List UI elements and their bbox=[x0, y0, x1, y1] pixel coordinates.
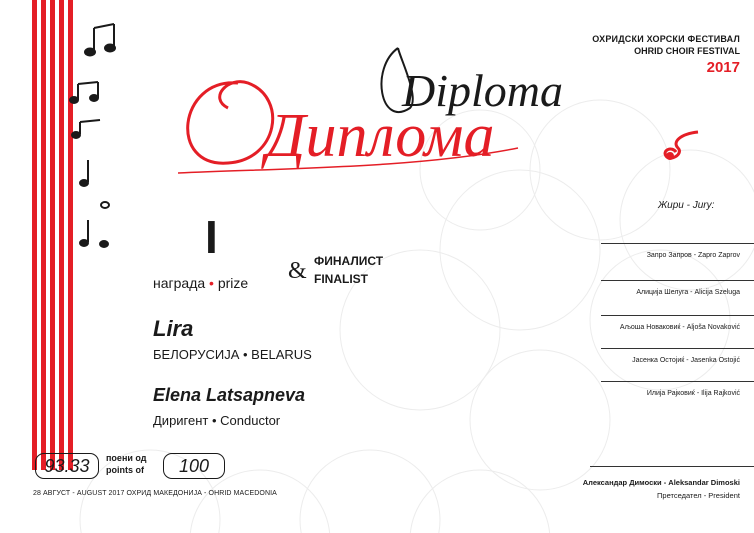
festival-name-mk: ОХРИДСКИ ХОРСКИ ФЕСТИВАЛ bbox=[592, 34, 740, 44]
jury-signature-line bbox=[601, 280, 754, 281]
jury-label: Жири - Jury: bbox=[658, 200, 715, 211]
title-mk-script bbox=[168, 68, 528, 186]
choir-country: БЕЛОРУСИЈА • BELARUS bbox=[153, 347, 312, 362]
jury-signature-line bbox=[601, 243, 754, 244]
title-mk: Диплома bbox=[266, 102, 495, 170]
conductor-role: Диригент • Conductor bbox=[153, 413, 281, 428]
jury-member: Алиција Шелуга - Alicija Szeluga bbox=[636, 289, 740, 296]
finalist-mk: ФИНАЛИСТ bbox=[314, 254, 384, 268]
staff-stripe bbox=[50, 0, 55, 470]
finalist-en: FINALIST bbox=[314, 272, 368, 286]
jury-member: Илија Рајковиќ - Ilija Rajković bbox=[646, 390, 740, 397]
prize-label-en: prize bbox=[217, 275, 249, 291]
festival-year: 2017 bbox=[706, 59, 740, 76]
ampersand: & bbox=[288, 258, 307, 284]
jury-signature-line bbox=[601, 348, 754, 349]
staff-stripe bbox=[32, 0, 37, 470]
president-signature-line bbox=[590, 466, 754, 467]
jury-member: Запро Запров - Zapro Zaprov bbox=[646, 252, 740, 259]
points-label-en: points of bbox=[106, 465, 144, 475]
staff-stripe bbox=[41, 0, 46, 470]
president-role: Претседател - President bbox=[657, 491, 740, 500]
festival-name-en: OHRID CHOIR FESTIVAL bbox=[634, 46, 740, 56]
president-name: Александар Димоски - Aleksandar Dimoski bbox=[582, 478, 740, 487]
jury-signature-line bbox=[601, 381, 754, 382]
choir-name: Lira bbox=[153, 316, 194, 341]
date-location-footer: 28 АВГУСТ - AUGUST 2017 ОХРИД МАКЕДОНИЈА - OHRID MACEDONIA bbox=[33, 490, 277, 497]
jury-signature-line bbox=[601, 315, 754, 316]
conductor-name: Elena Latsapneva bbox=[153, 385, 306, 405]
jury-member: Аљоша Новаковиќ - Aljoša Novaković bbox=[619, 324, 740, 331]
points-label-mk: поени од bbox=[106, 453, 147, 463]
prize-separator: • bbox=[209, 275, 214, 291]
prize-numeral: I bbox=[205, 211, 218, 263]
music-notes-icon bbox=[60, 22, 120, 262]
score-max: 100 bbox=[163, 453, 225, 479]
clef-icon bbox=[660, 128, 700, 168]
score-value: 93.33 bbox=[35, 453, 99, 479]
prize-label-mk: награда bbox=[153, 275, 206, 291]
prize-label bbox=[153, 275, 248, 291]
title-en: Diploma bbox=[402, 65, 563, 116]
jury-member: Јасенка Остојиќ - Jasenka Ostojić bbox=[632, 357, 740, 364]
